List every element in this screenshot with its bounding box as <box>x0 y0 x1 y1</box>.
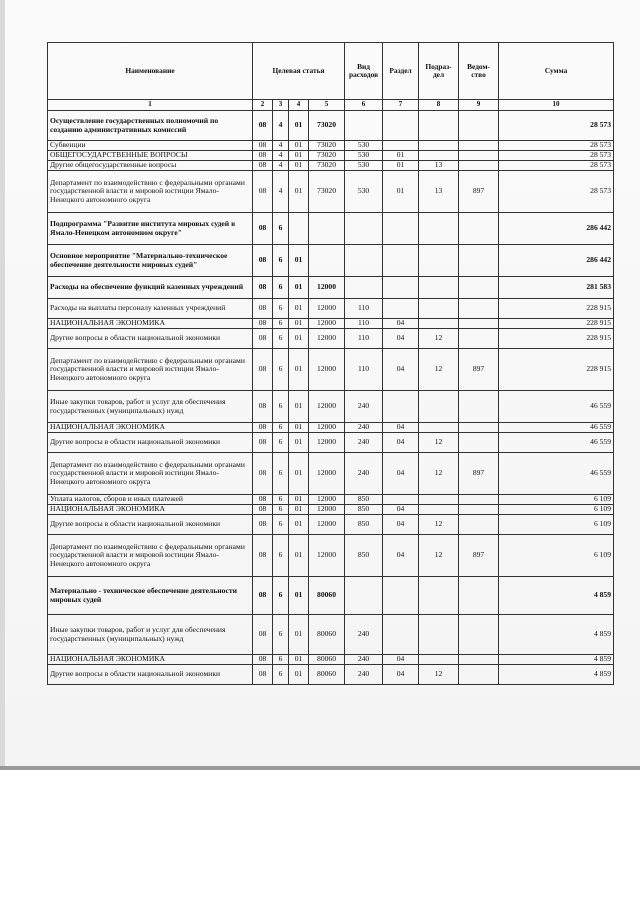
row-name-cell: Расходы на выплаты персоналу казенных учреждений <box>48 299 253 319</box>
department-code-cell <box>459 245 499 277</box>
expense-type-cell: 110 <box>345 319 383 329</box>
sum-cell: 4 859 <box>499 655 614 665</box>
target-event-cell: 01 <box>289 277 309 299</box>
expense-type-cell: 240 <box>345 391 383 423</box>
target-subprogram-cell: 6 <box>273 423 289 433</box>
sum-cell: 6 109 <box>499 535 614 577</box>
table-row <box>48 515 614 535</box>
target-event-cell: 01 <box>289 319 309 329</box>
department-code-cell <box>459 515 499 535</box>
target-subprogram-cell: 6 <box>273 319 289 329</box>
target-program-cell: 08 <box>253 111 273 141</box>
header-department: Ведом-ство <box>459 43 499 100</box>
row-name-cell: Департамент по взаимодействию с федеральными органами государственной власти и мировой юстиции Ямало-Ненецкого автономного округа <box>48 171 253 213</box>
section-cell <box>383 577 419 615</box>
column-number: 9 <box>459 100 499 111</box>
table-row <box>48 277 614 299</box>
expense-type-cell: 110 <box>345 299 383 319</box>
row-name-cell: Осуществление государственных полномочий по созданию административных комиссий <box>48 111 253 141</box>
sum-cell: 6 109 <box>499 495 614 505</box>
target-event-cell: 01 <box>289 329 309 349</box>
department-code-cell <box>459 141 499 151</box>
sum-cell: 28 573 <box>499 161 614 171</box>
target-program-cell: 08 <box>253 665 273 685</box>
section-cell <box>383 277 419 299</box>
section-cell: 04 <box>383 423 419 433</box>
target-program-cell: 08 <box>253 655 273 665</box>
column-number: 6 <box>345 100 383 111</box>
row-name-cell: Уплата налогов, сборов и иных платежей <box>48 495 253 505</box>
table-row <box>48 329 614 349</box>
target-direction-cell: 12000 <box>309 433 345 453</box>
section-cell: 04 <box>383 535 419 577</box>
expense-type-cell: 240 <box>345 655 383 665</box>
subsection-cell: 12 <box>419 433 459 453</box>
table-row <box>48 433 614 453</box>
table-row <box>48 577 614 615</box>
subsection-cell <box>419 299 459 319</box>
department-code-cell <box>459 655 499 665</box>
sum-cell: 46 559 <box>499 453 614 495</box>
subsection-cell <box>419 151 459 161</box>
row-name-cell: НАЦИОНАЛЬНАЯ ЭКОНОМИКА <box>48 319 253 329</box>
row-name-cell: Расходы на обеспечение функций казенных учреждений <box>48 277 253 299</box>
column-number: 1 <box>48 100 253 111</box>
sum-cell: 28 573 <box>499 151 614 161</box>
target-event-cell: 01 <box>289 453 309 495</box>
target-direction-cell: 12000 <box>309 391 345 423</box>
subsection-cell <box>419 505 459 515</box>
subsection-cell <box>419 319 459 329</box>
sum-cell: 4 859 <box>499 577 614 615</box>
expense-type-cell: 850 <box>345 495 383 505</box>
target-direction-cell: 80060 <box>309 655 345 665</box>
department-code-cell <box>459 505 499 515</box>
table-row <box>48 319 614 329</box>
target-event-cell: 01 <box>289 535 309 577</box>
target-direction-cell: 12000 <box>309 329 345 349</box>
target-program-cell: 08 <box>253 535 273 577</box>
subsection-cell <box>419 615 459 655</box>
table-body <box>48 111 614 685</box>
table-row <box>48 391 614 423</box>
target-event-cell: 01 <box>289 299 309 319</box>
expense-type-cell: 240 <box>345 423 383 433</box>
subsection-cell: 12 <box>419 665 459 685</box>
subsection-cell <box>419 655 459 665</box>
column-number-row <box>48 100 614 111</box>
target-event-cell: 01 <box>289 349 309 391</box>
row-name-cell: Субвенции <box>48 141 253 151</box>
sum-cell: 6 109 <box>499 515 614 535</box>
subsection-cell <box>419 423 459 433</box>
target-subprogram-cell: 6 <box>273 277 289 299</box>
target-event-cell: 01 <box>289 245 309 277</box>
column-number: 2 <box>253 100 273 111</box>
subsection-cell <box>419 391 459 423</box>
sum-cell: 28 573 <box>499 171 614 213</box>
target-program-cell: 08 <box>253 615 273 655</box>
target-direction-cell <box>309 213 345 245</box>
sum-cell: 46 559 <box>499 423 614 433</box>
target-direction-cell: 73020 <box>309 161 345 171</box>
expense-type-cell <box>345 577 383 615</box>
sum-cell: 228 915 <box>499 329 614 349</box>
department-code-cell <box>459 277 499 299</box>
subsection-cell <box>419 111 459 141</box>
table-row <box>48 245 614 277</box>
department-code-cell <box>459 161 499 171</box>
row-name-cell: Материально - техническое обеспечение деятельности мировых судей <box>48 577 253 615</box>
section-cell: 04 <box>383 505 419 515</box>
target-subprogram-cell: 4 <box>273 171 289 213</box>
expense-type-cell: 530 <box>345 171 383 213</box>
table-row <box>48 141 614 151</box>
department-code-cell: 897 <box>459 453 499 495</box>
table-row <box>48 423 614 433</box>
row-name-cell: Иные закупки товаров, работ и услуг для обеспечения государственных (муниципальных) нужд <box>48 391 253 423</box>
department-code-cell <box>459 615 499 655</box>
sum-cell: 46 559 <box>499 433 614 453</box>
target-subprogram-cell: 6 <box>273 213 289 245</box>
row-name-cell: Другие вопросы в области национальной экономики <box>48 329 253 349</box>
target-event-cell: 01 <box>289 433 309 453</box>
target-subprogram-cell: 6 <box>273 505 289 515</box>
section-cell: 04 <box>383 453 419 495</box>
row-name-cell: НАЦИОНАЛЬНАЯ ЭКОНОМИКА <box>48 655 253 665</box>
header-sum: Сумма <box>499 43 614 100</box>
section-cell <box>383 495 419 505</box>
sum-cell: 228 915 <box>499 349 614 391</box>
expense-type-cell: 530 <box>345 141 383 151</box>
column-number: 3 <box>273 100 289 111</box>
target-program-cell: 08 <box>253 515 273 535</box>
expense-type-cell: 110 <box>345 329 383 349</box>
table-row <box>48 171 614 213</box>
row-name-cell: Иные закупки товаров, работ и услуг для обеспечения государственных (муниципальных) нужд <box>48 615 253 655</box>
target-event-cell: 01 <box>289 151 309 161</box>
sum-cell: 28 573 <box>499 141 614 151</box>
column-number: 10 <box>499 100 614 111</box>
target-subprogram-cell: 4 <box>273 111 289 141</box>
expense-type-cell: 110 <box>345 349 383 391</box>
subsection-cell <box>419 141 459 151</box>
sum-cell: 28 573 <box>499 111 614 141</box>
target-event-cell: 01 <box>289 423 309 433</box>
expense-type-cell: 240 <box>345 615 383 655</box>
department-code-cell <box>459 433 499 453</box>
section-cell <box>383 141 419 151</box>
target-subprogram-cell: 6 <box>273 665 289 685</box>
expense-type-cell: 530 <box>345 151 383 161</box>
section-cell <box>383 111 419 141</box>
target-event-cell: 01 <box>289 495 309 505</box>
table-row <box>48 349 614 391</box>
table-row <box>48 665 614 685</box>
target-direction-cell: 73020 <box>309 151 345 161</box>
target-program-cell: 08 <box>253 423 273 433</box>
sum-cell: 228 915 <box>499 299 614 319</box>
target-program-cell: 08 <box>253 349 273 391</box>
department-code-cell <box>459 391 499 423</box>
scan-left-edge <box>0 0 5 770</box>
table-row <box>48 111 614 141</box>
subsection-cell: 12 <box>419 453 459 495</box>
table-row <box>48 299 614 319</box>
sum-cell: 4 859 <box>499 665 614 685</box>
expense-type-cell: 850 <box>345 505 383 515</box>
row-name-cell: Другие вопросы в области национальной экономики <box>48 665 253 685</box>
column-number: 8 <box>419 100 459 111</box>
section-cell: 04 <box>383 433 419 453</box>
row-name-cell: Подпрограмма "Развитие института мировых судей в Ямало-Ненецком автономном округе" <box>48 213 253 245</box>
section-cell: 01 <box>383 161 419 171</box>
target-direction-cell: 12000 <box>309 495 345 505</box>
target-direction-cell: 12000 <box>309 277 345 299</box>
scan-bottom-edge <box>0 766 640 770</box>
target-event-cell: 01 <box>289 161 309 171</box>
table-row <box>48 161 614 171</box>
table-row <box>48 495 614 505</box>
sum-cell: 6 109 <box>499 505 614 515</box>
target-event-cell: 01 <box>289 141 309 151</box>
target-subprogram-cell: 6 <box>273 655 289 665</box>
target-direction-cell: 12000 <box>309 319 345 329</box>
header-subsection: Подраз-дел <box>419 43 459 100</box>
target-event-cell: 01 <box>289 515 309 535</box>
section-cell: 01 <box>383 171 419 213</box>
table-row <box>48 655 614 665</box>
department-code-cell: 897 <box>459 535 499 577</box>
department-code-cell <box>459 151 499 161</box>
row-name-cell: Другие вопросы в области национальной экономики <box>48 515 253 535</box>
table-row <box>48 151 614 161</box>
table-row <box>48 213 614 245</box>
target-program-cell: 08 <box>253 161 273 171</box>
row-name-cell: Департамент по взаимодействию с федеральными органами государственной власти и мировой юстиции Ямало-Ненецкого автономного округа <box>48 535 253 577</box>
table-row <box>48 453 614 495</box>
target-direction-cell: 12000 <box>309 453 345 495</box>
target-subprogram-cell: 4 <box>273 141 289 151</box>
target-subprogram-cell: 6 <box>273 433 289 453</box>
subsection-cell: 12 <box>419 515 459 535</box>
sum-cell: 46 559 <box>499 391 614 423</box>
expense-type-cell: 240 <box>345 433 383 453</box>
department-code-cell <box>459 495 499 505</box>
row-name-cell: Основное мероприятие "Материально-техническое обеспечение деятельности мировых судей" <box>48 245 253 277</box>
section-cell: 04 <box>383 665 419 685</box>
department-code-cell <box>459 319 499 329</box>
sum-cell: 286 442 <box>499 213 614 245</box>
sum-cell: 4 859 <box>499 615 614 655</box>
target-direction-cell: 80060 <box>309 577 345 615</box>
row-name-cell: Департамент по взаимодействию с федеральными органами государственной власти и мировой юстиции Ямало-Ненецкого автономного округа <box>48 349 253 391</box>
section-cell: 04 <box>383 319 419 329</box>
target-event-cell: 01 <box>289 505 309 515</box>
expense-type-cell <box>345 111 383 141</box>
section-cell <box>383 245 419 277</box>
department-code-cell <box>459 665 499 685</box>
target-program-cell: 08 <box>253 495 273 505</box>
target-direction-cell: 80060 <box>309 615 345 655</box>
department-code-cell: 897 <box>459 171 499 213</box>
target-subprogram-cell: 4 <box>273 151 289 161</box>
target-direction-cell: 73020 <box>309 141 345 151</box>
target-direction-cell <box>309 245 345 277</box>
expense-type-cell: 530 <box>345 161 383 171</box>
target-event-cell: 01 <box>289 665 309 685</box>
table-row <box>48 535 614 577</box>
target-subprogram-cell: 4 <box>273 161 289 171</box>
target-subprogram-cell: 6 <box>273 391 289 423</box>
section-cell: 01 <box>383 151 419 161</box>
target-direction-cell: 12000 <box>309 423 345 433</box>
target-event-cell: 01 <box>289 655 309 665</box>
row-name-cell: Другие вопросы в области национальной экономики <box>48 433 253 453</box>
target-direction-cell: 12000 <box>309 515 345 535</box>
department-code-cell <box>459 577 499 615</box>
target-subprogram-cell: 6 <box>273 349 289 391</box>
sum-cell: 286 442 <box>499 245 614 277</box>
section-cell <box>383 391 419 423</box>
expense-type-cell <box>345 245 383 277</box>
sum-cell: 228 915 <box>499 319 614 329</box>
target-direction-cell: 80060 <box>309 665 345 685</box>
section-cell <box>383 299 419 319</box>
target-direction-cell: 73020 <box>309 171 345 213</box>
subsection-cell: 12 <box>419 535 459 577</box>
target-program-cell: 08 <box>253 141 273 151</box>
section-cell: 04 <box>383 329 419 349</box>
table-row <box>48 505 614 515</box>
target-event-cell <box>289 213 309 245</box>
header-expense-type: Вид расходов <box>345 43 383 100</box>
target-program-cell: 08 <box>253 453 273 495</box>
subsection-cell: 12 <box>419 349 459 391</box>
expense-type-cell <box>345 213 383 245</box>
subsection-cell <box>419 577 459 615</box>
department-code-cell <box>459 111 499 141</box>
target-direction-cell: 12000 <box>309 299 345 319</box>
target-program-cell: 08 <box>253 171 273 213</box>
expense-type-cell: 240 <box>345 453 383 495</box>
section-cell: 04 <box>383 515 419 535</box>
target-subprogram-cell: 6 <box>273 453 289 495</box>
department-code-cell <box>459 423 499 433</box>
department-code-cell <box>459 299 499 319</box>
target-subprogram-cell: 6 <box>273 535 289 577</box>
target-event-cell: 01 <box>289 577 309 615</box>
expense-type-cell: 240 <box>345 665 383 685</box>
column-number: 5 <box>309 100 345 111</box>
target-program-cell: 08 <box>253 151 273 161</box>
column-number: 4 <box>289 100 309 111</box>
target-direction-cell: 12000 <box>309 505 345 515</box>
subsection-cell <box>419 213 459 245</box>
target-subprogram-cell: 6 <box>273 299 289 319</box>
row-name-cell: Департамент по взаимодействию с федеральными органами государственной власти и мировой юстиции Ямало-Ненецкого автономного округа <box>48 453 253 495</box>
row-name-cell: НАЦИОНАЛЬНАЯ ЭКОНОМИКА <box>48 505 253 515</box>
target-subprogram-cell: 6 <box>273 245 289 277</box>
expense-type-cell: 850 <box>345 535 383 577</box>
target-program-cell: 08 <box>253 213 273 245</box>
target-event-cell: 01 <box>289 171 309 213</box>
section-cell <box>383 615 419 655</box>
expense-type-cell: 850 <box>345 515 383 535</box>
subsection-cell: 13 <box>419 161 459 171</box>
expense-type-cell <box>345 277 383 299</box>
subsection-cell <box>419 245 459 277</box>
target-event-cell: 01 <box>289 391 309 423</box>
section-cell: 04 <box>383 655 419 665</box>
target-program-cell: 08 <box>253 391 273 423</box>
target-direction-cell: 73020 <box>309 111 345 141</box>
target-event-cell: 01 <box>289 615 309 655</box>
row-name-cell: Другие общегосударственные вопросы <box>48 161 253 171</box>
target-program-cell: 08 <box>253 505 273 515</box>
header-row <box>48 43 614 100</box>
target-subprogram-cell: 6 <box>273 515 289 535</box>
target-subprogram-cell: 6 <box>273 577 289 615</box>
target-program-cell: 08 <box>253 245 273 277</box>
target-program-cell: 08 <box>253 577 273 615</box>
department-code-cell: 897 <box>459 349 499 391</box>
budget-table <box>47 42 614 685</box>
subsection-cell: 13 <box>419 171 459 213</box>
header-section: Раздел <box>383 43 419 100</box>
target-program-cell: 08 <box>253 319 273 329</box>
subsection-cell: 12 <box>419 329 459 349</box>
target-program-cell: 08 <box>253 433 273 453</box>
target-event-cell: 01 <box>289 111 309 141</box>
department-code-cell <box>459 329 499 349</box>
column-number: 7 <box>383 100 419 111</box>
target-program-cell: 08 <box>253 299 273 319</box>
sum-cell: 281 583 <box>499 277 614 299</box>
section-cell: 04 <box>383 349 419 391</box>
target-subprogram-cell: 6 <box>273 615 289 655</box>
department-code-cell <box>459 213 499 245</box>
header-name: Наименование <box>48 43 253 100</box>
target-program-cell: 08 <box>253 277 273 299</box>
row-name-cell: ОБЩЕГОСУДАРСТВЕННЫЕ ВОПРОСЫ <box>48 151 253 161</box>
subsection-cell <box>419 277 459 299</box>
target-program-cell: 08 <box>253 329 273 349</box>
table-row <box>48 615 614 655</box>
target-direction-cell: 12000 <box>309 349 345 391</box>
target-subprogram-cell: 6 <box>273 329 289 349</box>
row-name-cell: НАЦИОНАЛЬНАЯ ЭКОНОМИКА <box>48 423 253 433</box>
target-subprogram-cell: 6 <box>273 495 289 505</box>
subsection-cell <box>419 495 459 505</box>
section-cell <box>383 213 419 245</box>
target-direction-cell: 12000 <box>309 535 345 577</box>
header-target-article: Целевая статья <box>253 43 345 100</box>
